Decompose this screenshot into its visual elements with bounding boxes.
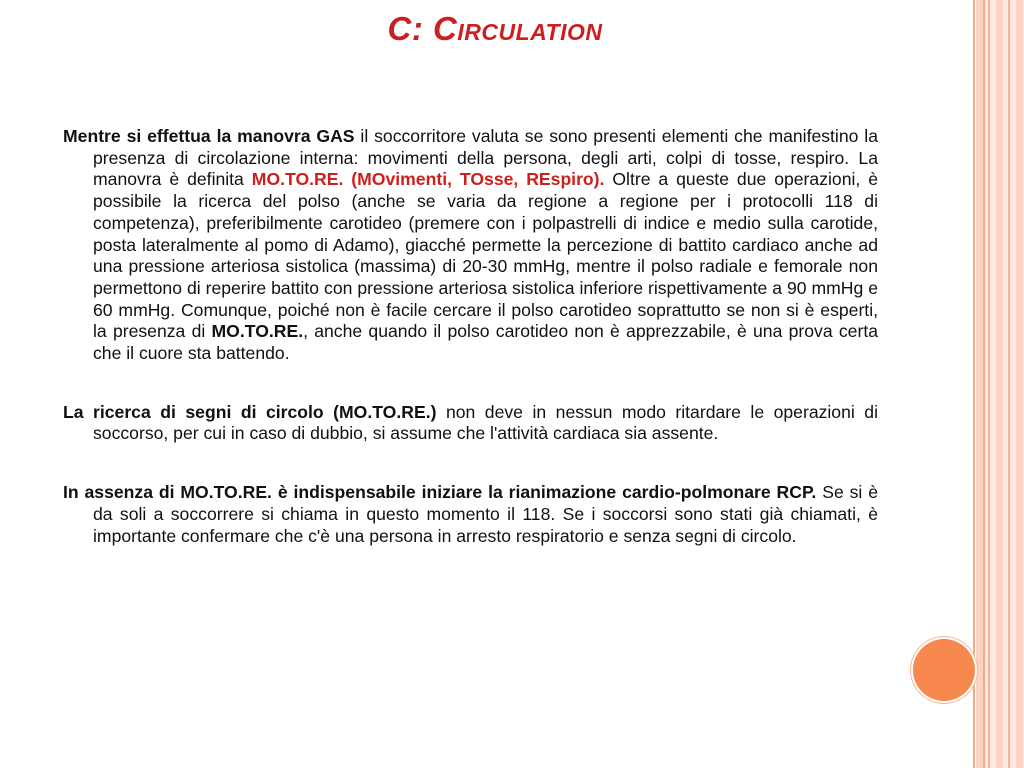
- slide-title: C: Circulation: [387, 10, 603, 47]
- decorative-rule: [983, 0, 985, 768]
- decorative-circle: [913, 639, 975, 701]
- motore-highlight: MO.TO.RE. (MOvimenti, TOsse, REspiro).: [251, 169, 605, 190]
- decorative-rule: [973, 0, 975, 768]
- paragraph-lead: La ricerca di segni di circolo (MO.TO.RE.): [63, 401, 437, 422]
- paragraph-rcp: [63, 482, 878, 547]
- paragraph-text: Oltre a queste due operazioni, è possibile la ricerca del polso (anche se varia da regione a regione per i protocolli 118 di competenza), preferibilmente carotideo (premere con i polpastrelli di indice e medio sulla carotide, posta lateralmente al pomo di Adamo), giacché permette la percezione di battito cardiaco anche ad una pressione arteriosa sistolica (massima) di 20-30 mmHg, mentre il polso radiale e femorale non permettono di reperire battito con pressione arteriosa sistolica inferiore rispettivamente a 90 mmHg e 60 mmHg. Comunque, poiché non è facile cercare il polso carotideo soprattutto se non si è esperti, la presenza di: [93, 169, 878, 342]
- motore-bold: MO.TO.RE.: [211, 321, 304, 342]
- paragraph-lead: Mentre si effettua la manovra GAS: [63, 126, 355, 146]
- slide-body: [63, 126, 878, 584]
- paragraph-text: , anche quando il polso carotideo non è apprezzabile, è una prova certa che il cuore sta battendo.: [93, 321, 878, 364]
- paragraph-text: Se si è da soli a soccorrere si chiama in questo momento il 118. Se i soccorsi sono stati già chiamati, è importante confermare che c'è una persona in arresto respiratorio e senza segni di circolo.: [93, 482, 878, 546]
- paragraph-text: il soccorritore valuta se sono presenti elementi che manifestino la presenza di circolazione interna: movimenti della persona, degli arti, colpi di tosse, respiro. La manovra è definita: [93, 126, 879, 190]
- paragraph-circulation-signs: [63, 402, 878, 445]
- paragraph-text: non deve in nessun modo ritardare le operazioni di soccorso, per cui in caso di dubbio, si assume che l'attività cardiaca sia assente.: [93, 401, 878, 444]
- paragraph-motore-definition: [63, 126, 878, 365]
- paragraph-lead: In assenza di MO.TO.RE. è indispensabile iniziare la rianimazione cardio-polmonare RCP.: [63, 482, 817, 503]
